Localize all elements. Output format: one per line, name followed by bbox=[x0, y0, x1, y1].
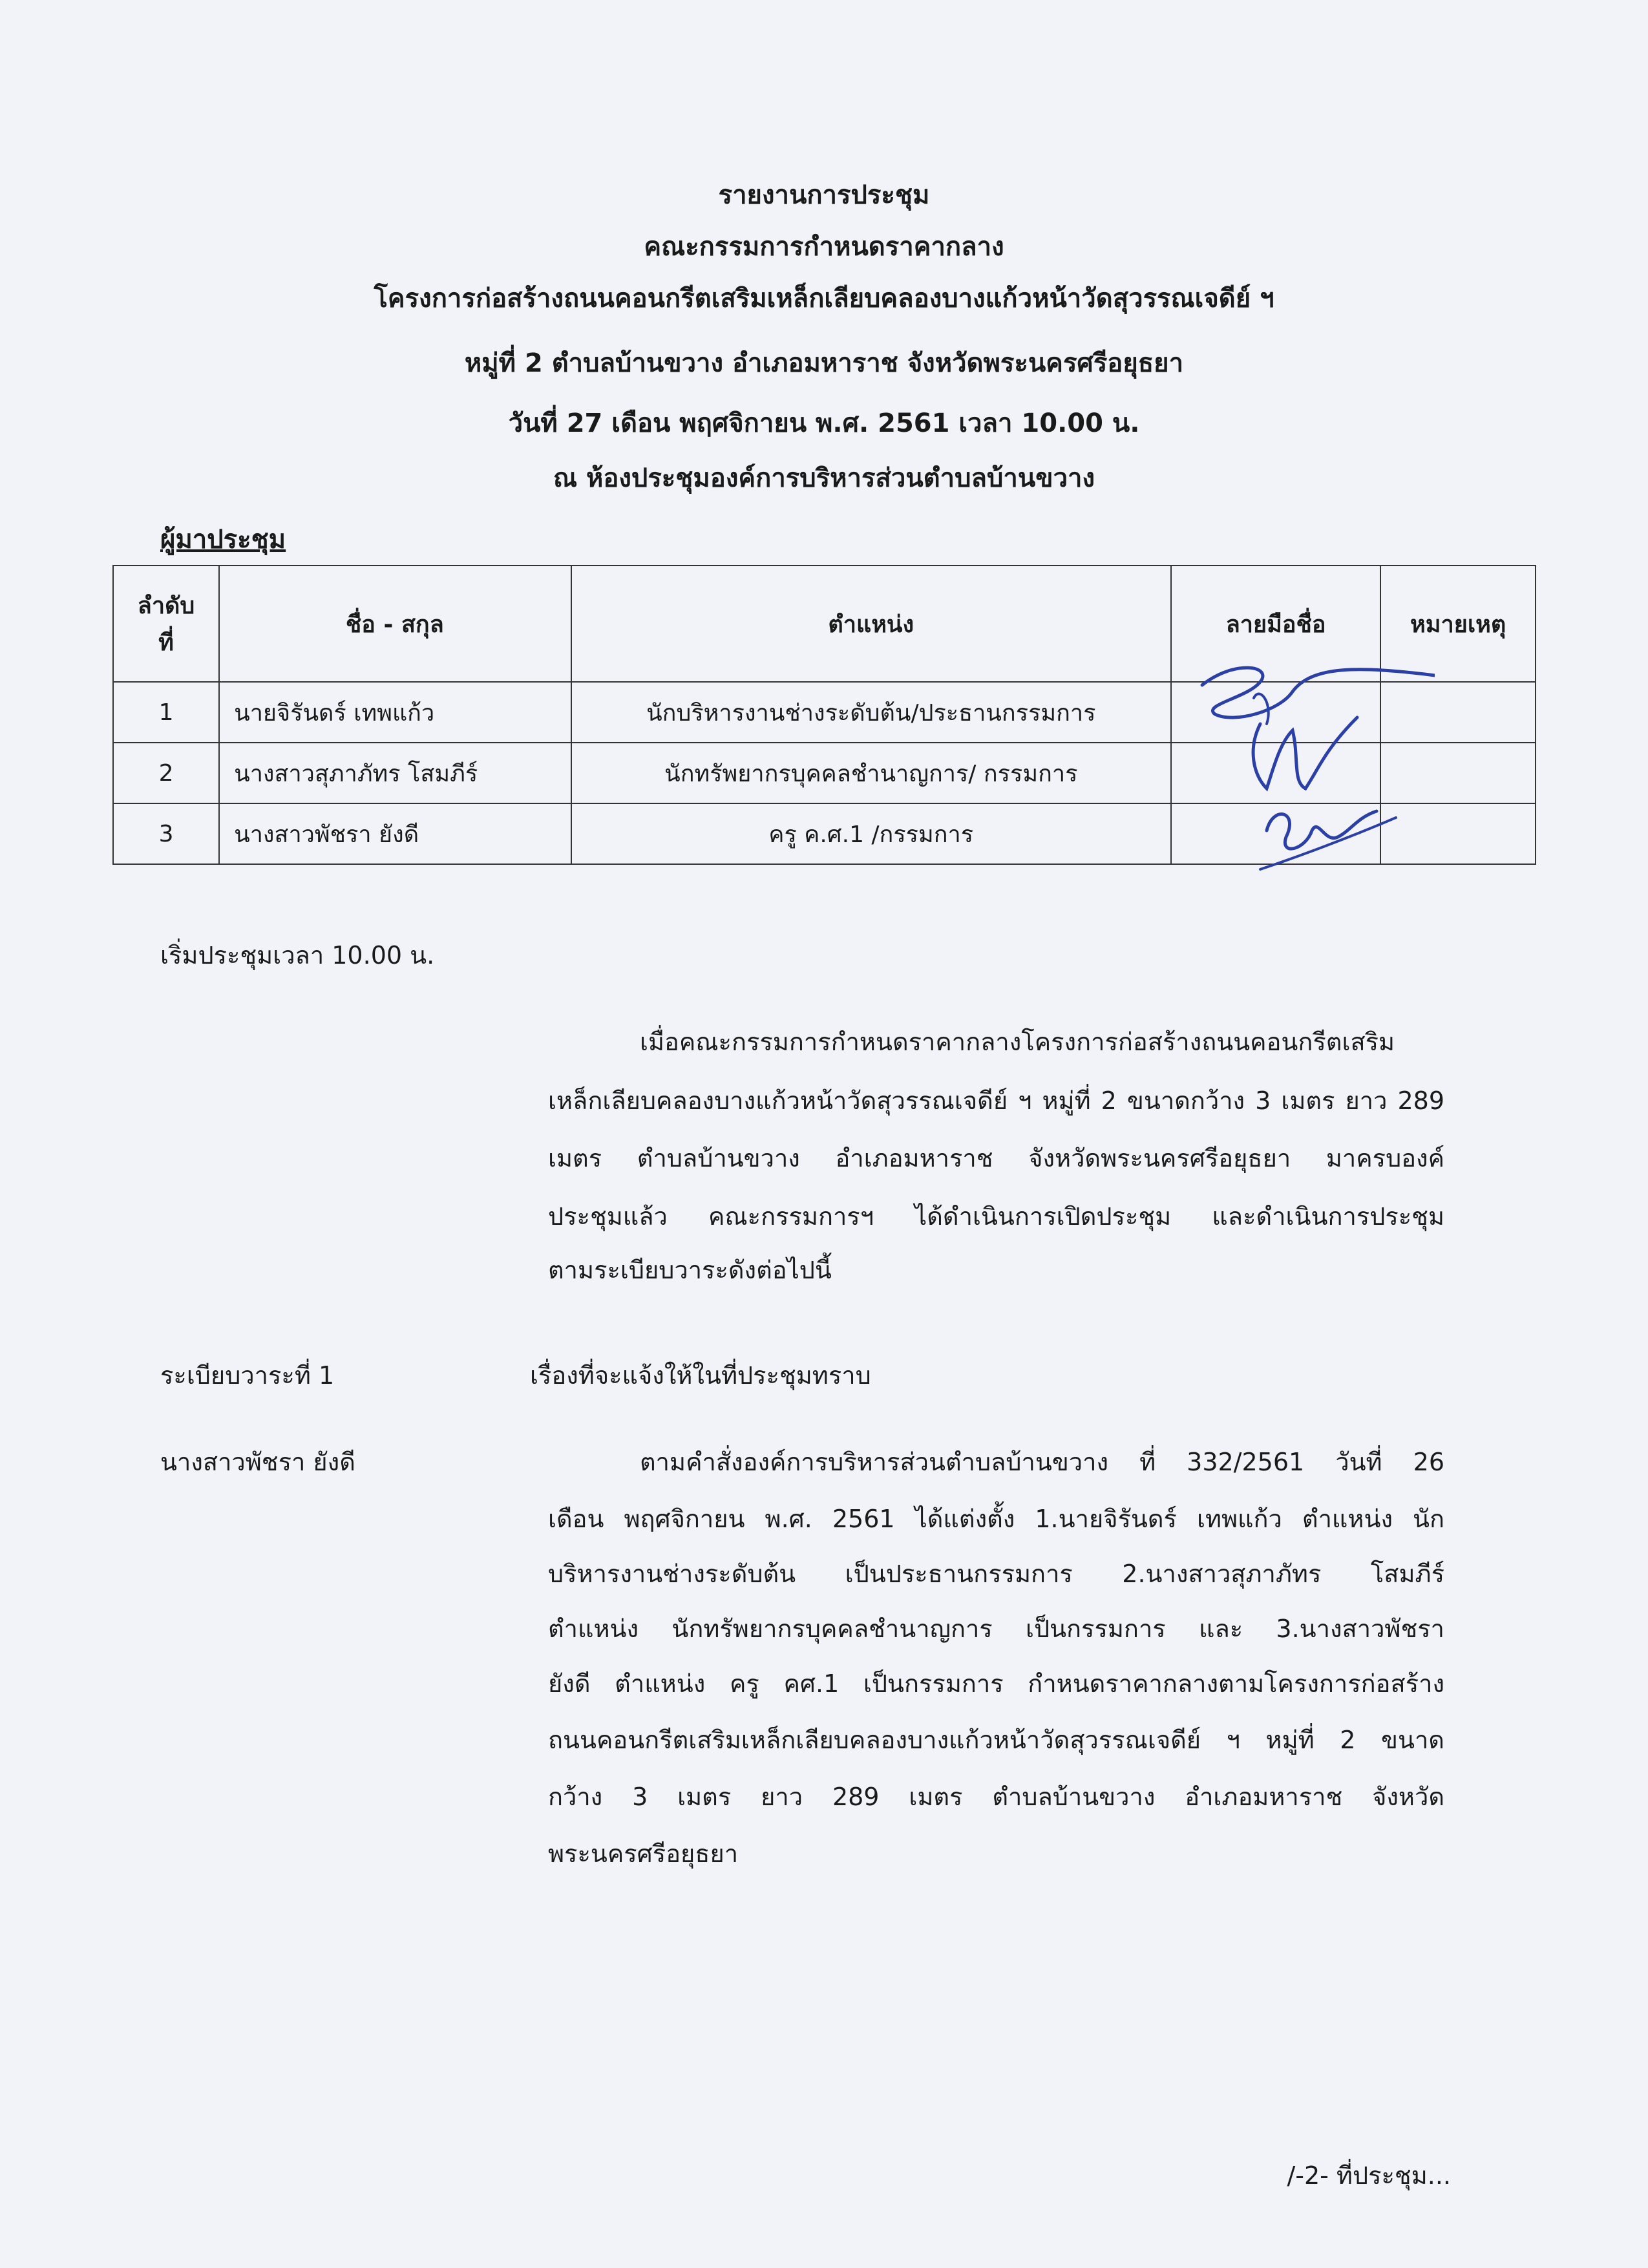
row-no: 3 bbox=[113, 803, 219, 864]
paragraph-line: กว้าง 3 เมตร ยาว 289 เมตร ตำบลบ้านขวาง อำเภอมหาราช จังหวัด bbox=[548, 1783, 1444, 1811]
paragraph-line: พระนครศรีอยุธยา bbox=[548, 1839, 739, 1868]
agenda-1-label: ระเบียบวาระที่ 1 bbox=[160, 1361, 335, 1390]
row-position: นักบริหารงานช่างระดับต้น/ประธานกรรมการ bbox=[571, 682, 1171, 743]
paragraph-line: เมื่อคณะกรรมการกำหนดราคากลางโครงการก่อสร้างถนนคอนกรีตเสริม bbox=[640, 1028, 1395, 1056]
paragraph-line: ถนนคอนกรีตเสริมเหล็กเลียบคลองบางแก้วหน้าวัดสุวรรณเจดีย์ ฯ หมู่ที่ 2 ขนาด bbox=[548, 1726, 1444, 1754]
paragraph-line: ตามระเบียบวาระดังต่อไปนี้ bbox=[548, 1256, 832, 1284]
row-position: นักทรัพยากรบุคคลชำนาญการ/ กรรมการ bbox=[571, 743, 1171, 803]
committee-name: คณะกรรมการกำหนดราคากลาง bbox=[644, 232, 1004, 262]
paragraph-line: ยังดี ตำแหน่ง ครู คศ.1 เป็นกรรมการ กำหนดราคากลางตามโครงการก่อสร้าง bbox=[548, 1669, 1444, 1698]
paragraph-line: ตำแหน่ง นักทรัพยากรบุคคลชำนาญการ เป็นกรรมการ และ 3.นางสาวพัชรา bbox=[548, 1615, 1444, 1643]
header-signature: ลายมือชื่อ bbox=[1171, 566, 1380, 682]
meeting-venue: ณ ห้องประชุมองค์การบริหารส่วนตำบลบ้านขวาง bbox=[553, 463, 1095, 493]
header-no-line2: ที่ bbox=[158, 630, 174, 656]
row-position: ครู ค.ศ.1 /กรรมการ bbox=[571, 803, 1171, 864]
agenda-1-title: เรื่องที่จะแจ้งให้ในที่ประชุมทราบ bbox=[530, 1361, 871, 1390]
paragraph-line: ตามคำสั่งองค์การบริหารส่วนตำบลบ้านขวาง ที่ 332/2561 วันที่ 26 bbox=[640, 1448, 1444, 1476]
attendees-heading: ผู้มาประชุม bbox=[160, 525, 286, 555]
header-no bbox=[113, 566, 219, 682]
signature-3-image bbox=[1247, 792, 1415, 882]
paragraph-line: เดือน พฤศจิกายน พ.ศ. 2561 ได้แต่งตั้ง 1.นายจิรันดร์ เทพแก้ว ตำแหน่ง นัก bbox=[548, 1505, 1444, 1533]
header-position: ตำแหน่ง bbox=[571, 566, 1171, 682]
start-time: เริ่มประชุมเวลา 10.00 น. bbox=[160, 941, 435, 970]
paragraph-line: ประชุมแล้ว คณะกรรมการฯ ได้ดำเนินการเปิดประชุม และดำเนินการประชุม bbox=[548, 1202, 1444, 1231]
speaker-name: นางสาวพัชรา ยังดี bbox=[160, 1448, 355, 1476]
row-name: นายจิรันดร์ เทพแก้ว bbox=[219, 682, 571, 743]
project-name: โครงการก่อสร้างถนนคอนกรีตเสริมเหล็กเลียบคลองบางแก้วหน้าวัดสุวรรณเจดีย์ ฯ bbox=[374, 284, 1274, 313]
project-location: หมู่ที่ 2 ตำบลบ้านขวาง อำเภอมหาราช จังหวัดพระนครศรีอยุธยา bbox=[464, 348, 1184, 378]
report-title: รายงานการประชุม bbox=[718, 180, 930, 210]
paragraph-line: บริหารงานช่างระดับต้น เป็นประธานกรรมการ 2.นางสาวสุภาภัทร โสมภีร์ bbox=[548, 1560, 1444, 1588]
header-note: หมายเหตุ bbox=[1380, 566, 1536, 682]
header-name: ชื่อ - สกุล bbox=[219, 566, 571, 682]
row-name: นางสาวพัชรา ยังดี bbox=[219, 803, 571, 864]
paragraph-line: เมตร ตำบลบ้านขวาง อำเภอมหาราช จังหวัดพระนครศรีอยุธยา มาครบองค์ bbox=[548, 1144, 1444, 1172]
row-no: 2 bbox=[113, 743, 219, 803]
page-continuation: /-2- ที่ประชุม... bbox=[1287, 2161, 1451, 2190]
signature-2-image bbox=[1228, 705, 1396, 801]
paragraph-line: เหล็กเลียบคลองบางแก้วหน้าวัดสุวรรณเจดีย์ ฯ หมู่ที่ 2 ขนาดกว้าง 3 เมตร ยาว 289 bbox=[548, 1086, 1444, 1115]
row-name: นางสาวสุภาภัทร โสมภีร์ bbox=[219, 743, 571, 803]
header-no-line1: ลำดับ bbox=[137, 593, 195, 619]
meeting-date: วันที่ 27 เดือน พฤศจิกายน พ.ศ. 2561 เวลา 10.00 น. bbox=[508, 408, 1140, 438]
row-no: 1 bbox=[113, 682, 219, 743]
